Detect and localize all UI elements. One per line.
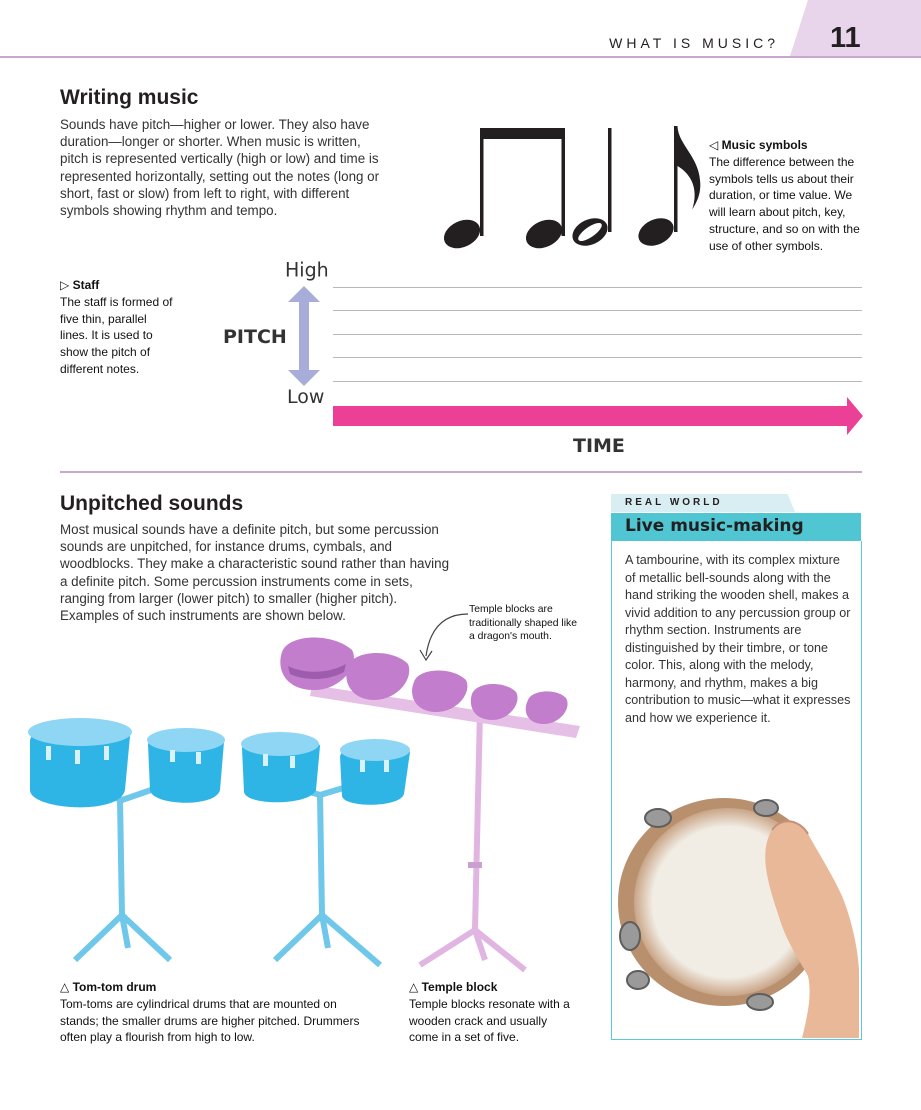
tom-tom-caption-text: Tom-toms are cylindrical drums that are mounted on stands; the smaller drums are higher pitched. Drummers often play a flourish from high to low. [60,996,360,1045]
music-notes-illustration [436,122,706,254]
section-rule [60,471,862,473]
music-symbols-caption [709,137,869,255]
real-world-kicker: REAL WORLD [625,497,723,508]
low-label: Low [287,386,325,408]
real-world-body: A tambourine, with its complex mixture of metallic bell-sounds along with the hand striking the wooden shell, makes a vivid addition to any percussion group or rhythm section. Instruments are distinguished by their timbre, or tone color. This, along with the melody, harmony, and rhythm, makes a big contribution to music—what it expresses and how we experience it. [625,553,851,725]
real-world-title: Live music-making [625,516,804,536]
percussion-illustration [20,630,605,975]
page-number: 11 [830,22,861,54]
temple-block-stand [420,710,525,970]
temple-block-caption-title: Temple block [421,980,498,994]
header-rule [0,56,921,58]
time-label: TIME [573,435,625,457]
writing-music-body: Sounds have pitch—higher or lower. They also have duration—longer or shorter. When music is written, pitch is represented vertically (high or low) and time is represented horizontally, setting out the notes (long or short, fast or slow) from left to right, with different symbols showing rhythm and tempo. [60,117,380,219]
writing-music-title: Writing music [60,86,199,109]
staff-caption-title: Staff [72,278,100,292]
staff-line-4 [333,357,862,358]
unpitched-sounds-title: Unpitched sounds [60,492,244,515]
tom-tom-drums [28,718,410,807]
up-triangle-icon: △ [60,980,70,994]
staff-line-5 [333,381,862,382]
temple-block-note: Temple blocks are traditionally shaped like a dragon's mouth. [469,604,578,642]
temple-block-caption [409,979,579,1046]
beamed-quarter-notes [439,128,566,254]
unpitched-sounds-body: Most musical sounds have a definite pitch, but some percussion sounds are unpitched, for instance drums, cymbals, and woodblocks. They make a characteristic sound rather than having a definite pitch. Some percussion instruments come in sets, ranging from larger (lower pitch) to smaller (higher pitch). Examples of such instruments are shown below. [60,522,450,624]
right-triangle-icon: ▷ [60,278,70,292]
tom-tom-caption-title: Tom-tom drum [72,980,157,994]
pitch-arrow [287,286,321,386]
staff-line-1 [333,287,862,288]
left-triangle-icon: ◁ [709,138,719,152]
music-symbols-caption-text: The difference between the symbols tells us about their duration, or time value. We will learn about pitch, key, structure, and so on with the use of other symbols. [709,154,860,253]
tambourine-photo [612,790,859,1038]
tom-tom-stands [75,780,380,965]
eighth-note [634,126,700,251]
up-triangle-icon: △ [409,980,419,994]
temple-block-caption-text: Temple blocks resonate with a wooden crack and usually come in a set of five. [409,996,570,1045]
temple-stand-clamp [468,862,482,868]
high-label: High [285,258,329,282]
staff-line-2 [333,310,862,311]
staff-caption [60,277,175,378]
running-header: WHAT IS MUSIC? [609,35,779,51]
staff-caption-text: The staff is formed of five thin, parallel lines. It is used to show the pitch of different notes. [60,294,173,376]
time-arrow [333,397,863,435]
half-note [568,128,612,251]
staff-line-3 [333,334,862,335]
pitch-label: PITCH [223,326,287,348]
tom-tom-caption [60,979,360,1046]
music-symbols-caption-title: Music symbols [721,138,808,152]
